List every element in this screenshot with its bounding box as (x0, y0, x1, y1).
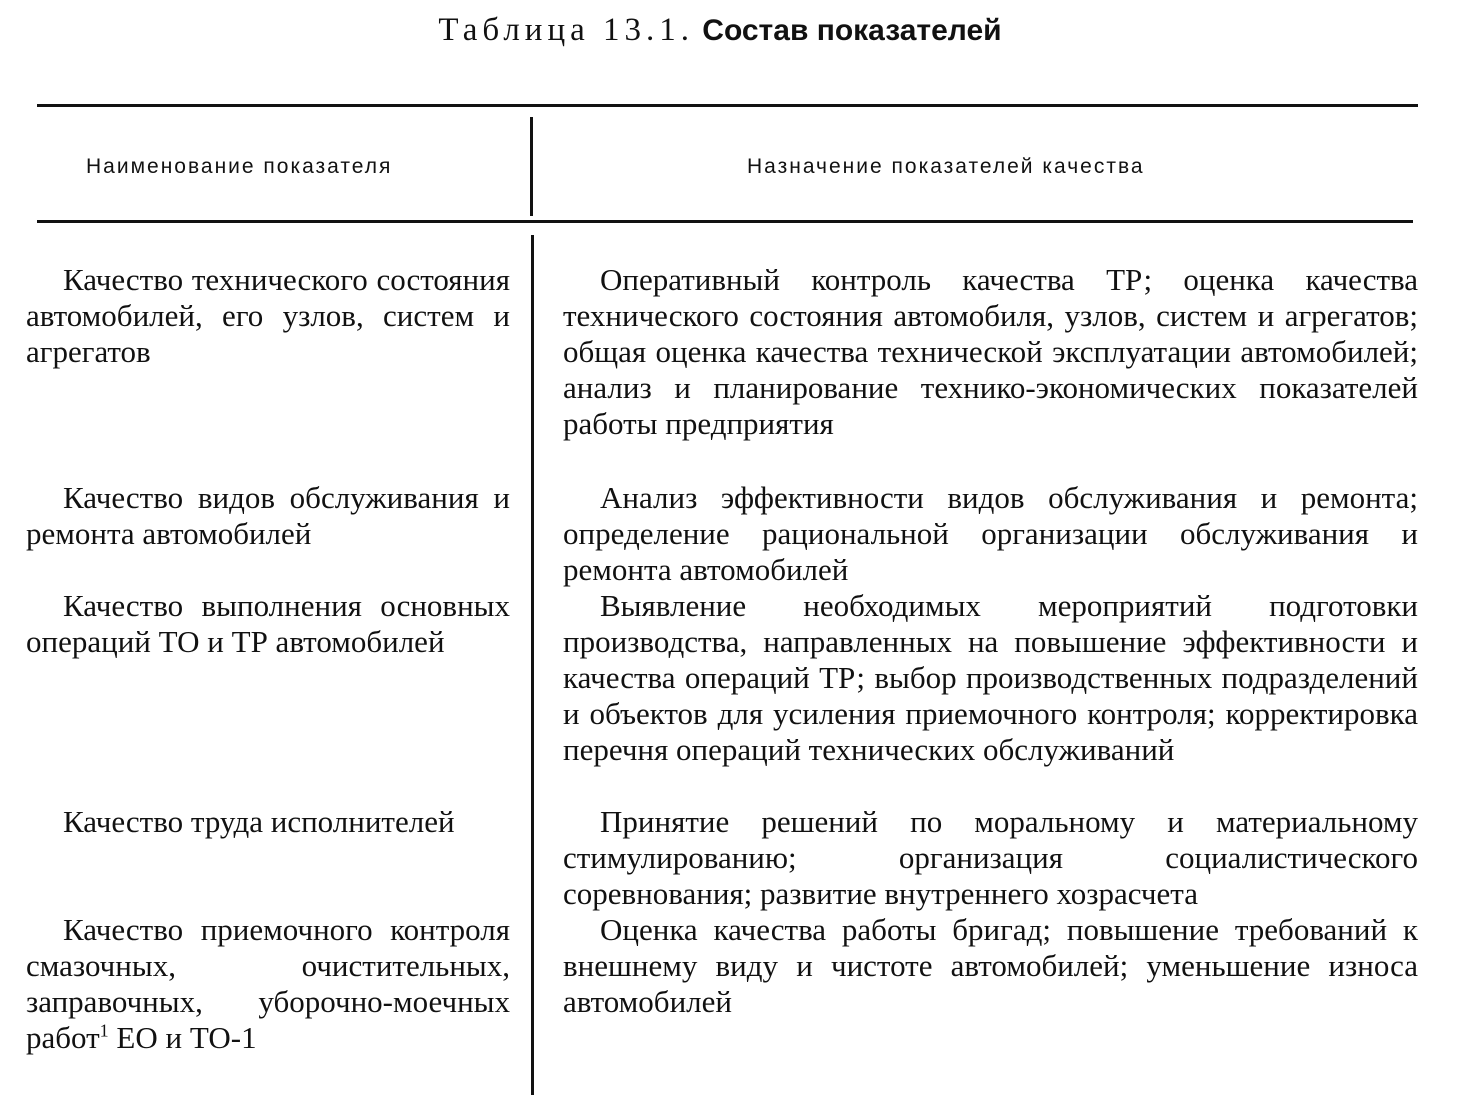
row-2-indicator-name: Качество видов обслуживания и ремонта автомобилей (26, 480, 510, 551)
table-title-number: Таблица 13.1. (438, 12, 695, 48)
row-5-name-text: Качество приемочного контроля смазочных, очистительных, заправочных, уборочно-моечных работ (26, 912, 510, 1055)
row-3-indicator-name: Качество выполнения основных операций ТО и ТР автомобилей (26, 588, 510, 659)
table-top-rule (37, 104, 1418, 107)
table-title-text: Состав показателей (702, 14, 1002, 47)
footnote-marker: 1 (99, 1020, 109, 1041)
column-header-purpose: Назначение показателей качества (747, 155, 1145, 178)
table-title (0, 6, 1440, 55)
row-2-indicator-purpose: Анализ эффективности видов обслуживания и ремонта; определение рациональной организации обслуживания и ремонта автомобилей (563, 480, 1418, 587)
row-5-indicator-purpose: Оценка качества работы бригад; повышение требований к внешнему виду и чистоте автомобилей; уменьшение износа автомобилей (563, 912, 1418, 1019)
header-bottom-rule (37, 220, 1413, 223)
header-column-divider (530, 117, 533, 216)
row-5-indicator-name (26, 912, 510, 1056)
column-header-name: Наименование показателя (86, 155, 393, 178)
row-5-name-suffix: ЕО и ТО-1 (108, 1020, 257, 1055)
body-column-divider (531, 235, 534, 1095)
row-1-indicator-purpose: Оперативный контроль качества ТР; оценка качества технического состояния автомобиля, узлов, систем и агрегатов; общая оценка качества технической эксплуатации автомобилей; анализ и планирование технико-экономических показателей работы предприятия (563, 262, 1418, 441)
row-4-indicator-name: Качество труда исполнителей (63, 804, 455, 839)
row-1-indicator-name: Качество технического состояния автомобилей, его узлов, систем и агрегатов (26, 262, 510, 369)
row-3-indicator-purpose: Выявление необходимых мероприятий подготовки производства, направленных на повышение эффективности и качества операций ТР; выбор производственных подразделений и объектов для усиления приемочного контроля; корректировка перечня операций технических обслуживаний (563, 588, 1418, 767)
row-4-indicator-purpose: Принятие решений по моральному и материальному стимулированию; организация социалистического соревнования; развитие внутреннего хозрасчета (563, 804, 1418, 911)
